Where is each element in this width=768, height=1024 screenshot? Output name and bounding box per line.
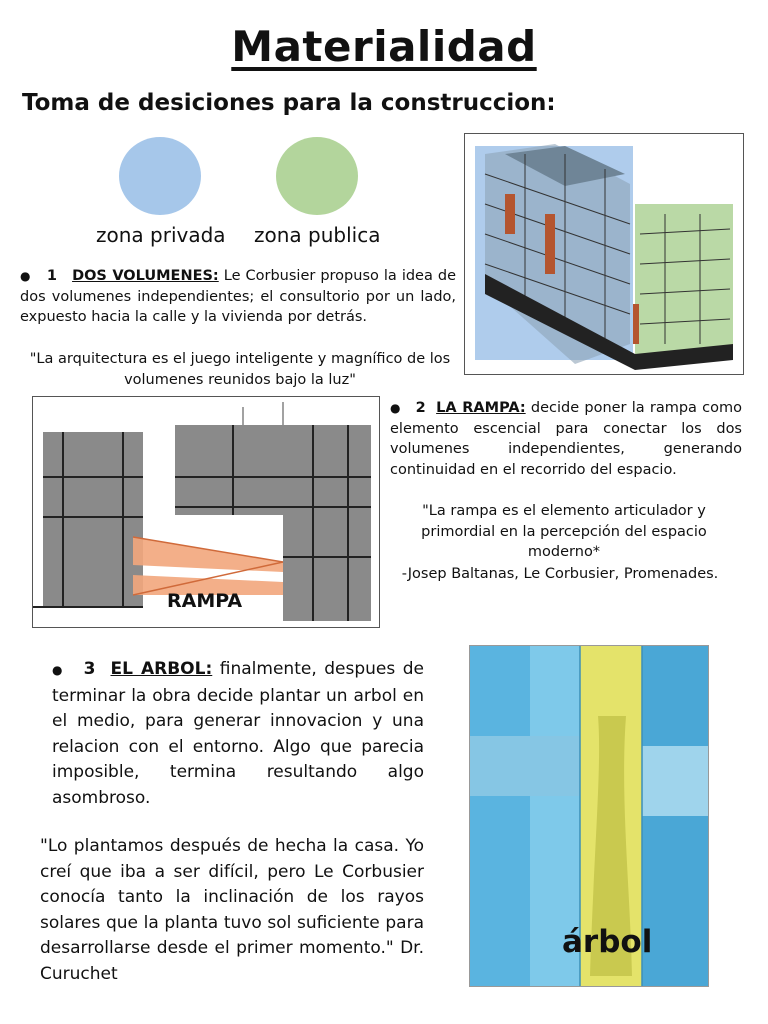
section1-heading: DOS VOLUMENES: <box>72 268 219 284</box>
public-zone-label: zona publica <box>254 223 381 247</box>
private-zone-label: zona privada <box>96 223 226 247</box>
axonometric-drawing <box>465 134 743 374</box>
section1-quote: "La arquitectura es el juego inteligente y magnífico de los volumenes reunidos bajo la luz" <box>29 351 451 388</box>
section2-quote: "La rampa es el elemento articulador y primordial en la percepción del espacio moderno* <box>421 503 707 560</box>
section2-heading: LA RAMPA: <box>436 400 526 416</box>
section3-number: 3 <box>83 659 96 679</box>
ramp-image-label: RAMPA <box>167 590 243 612</box>
tree-image-label: árbol <box>562 924 653 960</box>
section1-text: Le Corbusier propuso la idea de dos volumenes independientes; el consultorio por un lado, expuesto hacia la calle y la vivienda por detrás. <box>20 268 456 325</box>
section3-item: ● 3 EL ARBOL: finalmente, despues de terminar la obra decide plantar un arbol en el medio, para generar innovacion y una relacion con el entorno. Algo que parecia imposible, termina resultando algo asombroso. <box>52 659 424 808</box>
page-subtitle: Toma de desiciones para la construccion: <box>22 90 556 116</box>
ramp-section-image <box>32 396 380 628</box>
private-zone-swatch <box>119 137 201 215</box>
axonometric-image <box>464 133 744 375</box>
section2-text: decide poner la rampa como elemento escencial para conectar los dos volumenes independientes, generando continuidad en el recorrido del espacio. <box>390 400 743 478</box>
section2-item: ● 2 LA RAMPA: decide poner la rampa como elemento escencial para conectar los dos volumenes independientes, generando continuidad en el recorrido del espacio. <box>390 400 743 478</box>
section3-heading: EL ARBOL: <box>110 659 213 679</box>
section1-item: ● 1 DOS VOLUMENES: Le Corbusier propuso la idea de dos volumenes independientes; el consultorio por un lado, expuesto hacia la calle y la vivienda por detrás. <box>20 268 456 325</box>
tree-drawing <box>470 646 708 986</box>
tree-image <box>469 645 709 987</box>
section1-number: 1 <box>46 268 58 284</box>
section2-source: -Josep Baltanas, Le Corbusier, Promenades. <box>401 566 719 582</box>
section3-quote: "Lo plantamos después de hecha la casa. Yo creí que iba a ser difícil, pero Le Corbusier conocía tanto la inclinación de los rayos solares que la planta tuvo sol suficiente para desarrollarse desde el primer momento." Dr. Curuchet <box>40 836 424 984</box>
public-zone-swatch <box>276 137 358 215</box>
page-title: Materialidad <box>231 22 537 71</box>
ramp-section-drawing <box>33 397 379 627</box>
section3-text: finalmente, despues de terminar la obra decide plantar un arbol en el medio, para generar innovacion y una relacion con el entorno. Algo que parecia imposible, termina resultando algo asombroso. <box>52 659 424 808</box>
section2-number: 2 <box>415 400 426 416</box>
